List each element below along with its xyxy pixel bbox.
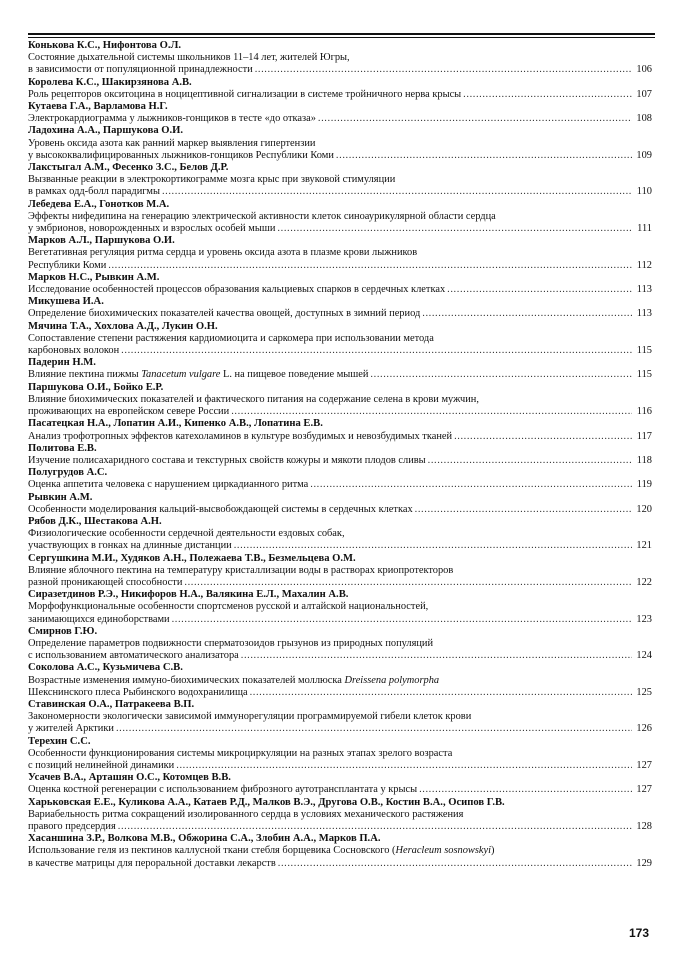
entry-page-number: 109	[636, 149, 652, 161]
entry-authors: Пасатецкая Н.А., Лопатин А.И., Кипенко А.В., Лопатина Е.В.	[28, 418, 323, 430]
entry-title-line: Закономерности экологически зависимой иммунорегуляции программируемой гибели клеток крови	[28, 711, 472, 723]
toc-entry	[28, 357, 652, 381]
entry-title-text: Оценка аппетита человека с нарушением циркадианного ритма	[28, 479, 309, 491]
entry-page-number: 111	[637, 223, 652, 235]
title-part: Влияние пектина пижмы	[28, 369, 142, 381]
leader-dots	[231, 406, 632, 418]
entry-authors: Королева К.С., Шакирзянова А.В.	[28, 76, 192, 88]
entry-page-number: 122	[636, 576, 652, 588]
toc-entry	[28, 772, 652, 796]
entry-title-line	[28, 675, 652, 687]
table-of-contents	[28, 40, 652, 870]
leader-dots	[422, 308, 632, 320]
entry-title-text: Особенности моделирования кальций-высвобождающей системы в сердечных клетках	[28, 503, 413, 515]
leader-dots	[277, 223, 632, 235]
toc-entry	[28, 492, 652, 516]
leader-dots	[172, 614, 632, 626]
toc-entry	[28, 162, 652, 199]
entry-title-last-line	[28, 723, 652, 735]
toc-entry	[28, 467, 652, 491]
entry-title-last-line	[28, 260, 652, 272]
entry-authors: Полугрудов А.С.	[28, 467, 108, 479]
entry-page-number: 110	[636, 186, 652, 198]
entry-title-last-line	[28, 406, 652, 418]
entry-title-text: Республики Коми	[28, 259, 107, 271]
entry-title-line: Эффекты нифедипина на генерацию электрической активности клеток синоаурикулярной области сердца	[28, 210, 496, 222]
entry-authors: Мячина Т.А., Хохлова А.Д., Лукин О.Н.	[28, 320, 218, 332]
entry-page-number: 118	[636, 454, 652, 466]
leader-dots	[255, 64, 632, 76]
entry-page-number: 106	[636, 64, 652, 76]
title-part: )	[491, 845, 495, 857]
entry-title-last-line	[28, 614, 652, 626]
entry-page-number: 116	[636, 406, 652, 418]
entry-title-line: Влияние яблочного пектина на температуру кристаллизации воды в растворах криопротекторов	[28, 564, 454, 576]
entry-authors: Паршукова О.И., Бойко Е.Р.	[28, 381, 164, 393]
leader-dots	[419, 784, 632, 796]
entry-authors: Политова Е.В.	[28, 442, 97, 454]
leader-dots	[108, 260, 632, 272]
entry-title-last-line	[28, 504, 652, 516]
toc-entry	[28, 626, 652, 663]
entry-title-text: у жителей Арктики	[28, 723, 114, 735]
leader-dots	[454, 431, 632, 443]
entry-page-number: 117	[636, 430, 652, 442]
entry-title-last-line	[28, 858, 652, 870]
entry-title-line	[28, 845, 652, 857]
entry-authors: Рывкин А.М.	[28, 491, 93, 503]
entry-page-number: 107	[636, 88, 652, 100]
entry-authors: Лебедева Е.А., Гонотков М.А.	[28, 198, 170, 210]
entry-page-number: 121	[636, 540, 652, 552]
entry-title-text: Оценка костной регенерации с использованием фиброзного аутотрансплантата у крысы	[28, 784, 418, 796]
leader-dots	[318, 113, 632, 125]
toc-entry	[28, 833, 652, 870]
leader-dots	[118, 821, 632, 833]
entry-title-text: участвующих в гонках на длинные дистанции	[28, 540, 232, 552]
entry-authors: Рябов Д.К., Шестакова А.Н.	[28, 515, 162, 527]
entry-title-last-line	[28, 64, 652, 76]
leader-dots	[116, 723, 632, 735]
entry-title-last-line	[28, 89, 652, 101]
toc-entry	[28, 418, 652, 442]
entry-title-last-line	[28, 577, 652, 589]
entry-title-text: с позиций нелинейной динамики	[28, 759, 175, 771]
entry-authors: Усачев В.А., Арташян О.С., Котомцев В.В.	[28, 772, 231, 784]
entry-authors: Конькова К.С., Нифонтова О.Л.	[28, 40, 182, 51]
species-name: Dreissena polymorpha	[344, 674, 440, 686]
entry-title-last-line	[28, 821, 652, 833]
entry-page-number: 108	[636, 113, 652, 125]
entry-title-text: Электрокардиограмма у лыжников-гонщиков в тесте «до отказа»	[28, 113, 316, 125]
leader-dots	[241, 650, 632, 662]
entry-title-last-line	[28, 284, 652, 296]
toc-entry	[28, 101, 652, 125]
toc-entry	[28, 40, 652, 77]
entry-title-text: Определение биохимических показателей качества овощей, доступных в зимний период	[28, 308, 421, 320]
entry-title-last-line	[28, 455, 652, 467]
toc-entry	[28, 699, 652, 736]
toc-entry	[28, 125, 652, 162]
entry-authors: Ставинская О.А., Патракеева В.П.	[28, 698, 195, 710]
entry-title-line: Уровень оксида азота как ранний маркер выявления гипертензии	[28, 137, 316, 149]
leader-dots	[428, 455, 632, 467]
entry-title-line: Физиологические особенности сердечной деятельности ездовых собак,	[28, 528, 345, 540]
toc-entry	[28, 321, 652, 358]
entry-page-number: 112	[636, 259, 652, 271]
entry-title-line: Морфофункциональные особенности спортсменов русской и алтайской национальностей,	[28, 601, 429, 613]
entry-title-last-line	[28, 784, 652, 796]
entry-title-text	[28, 369, 368, 381]
entry-title-last-line	[28, 687, 652, 699]
leader-dots	[415, 504, 632, 516]
toc-entry	[28, 272, 652, 296]
entry-title-last-line	[28, 345, 652, 357]
entry-page-number: 123	[636, 613, 652, 625]
entry-page-number: 115	[636, 369, 652, 381]
entry-authors: Сергушкина М.И., Худяков А.Н., Полежаева Т.В., Безмельцева О.М.	[28, 552, 356, 564]
entry-title-text: Роль рецепторов окситоцина в ноцицептивной сигнализации в системе тройничного нерва крысы	[28, 88, 462, 100]
entry-title-text: Изучение полисахаридного состава и текстурных свойств кожуры и мякоти плодов сливы	[28, 454, 426, 466]
entry-title-text: в рамках одд-болл парадигмы	[28, 186, 160, 198]
entry-authors: Ладохина А.А., Паршукова О.И.	[28, 125, 184, 137]
entry-page-number: 129	[636, 857, 652, 869]
leader-dots	[278, 858, 632, 870]
entry-authors: Кутаева Г.А., Варламова Н.Г.	[28, 101, 168, 113]
entry-page-number: 113	[636, 284, 652, 296]
toc-entry	[28, 296, 652, 320]
entry-authors: Падерин Н.М.	[28, 357, 96, 369]
entry-title-text: у высококвалифицированных лыжников-гонщиков Республики Коми	[28, 149, 334, 161]
entry-page-number: 124	[636, 650, 652, 662]
leader-dots	[176, 760, 632, 772]
toc-entry	[28, 736, 652, 773]
entry-title-last-line	[28, 113, 652, 125]
toc-entry	[28, 77, 652, 101]
entry-title-text: занимающихся единоборствами	[28, 613, 170, 625]
leader-dots	[162, 186, 632, 198]
entry-title-line: Вызванные реакции в электрокортикограмме мозга крыс при звуковой стимуляции	[28, 174, 396, 186]
toc-entry	[28, 589, 652, 626]
entry-title-text: Анализ трофотропных эффектов катехоламинов в культуре возбудимых и невозбудимых тканей	[28, 430, 453, 442]
entry-authors: Соколова А.С., Кузьмичева С.В.	[28, 662, 183, 674]
entry-page-number: 120	[636, 503, 652, 515]
entry-authors: Терехин С.С.	[28, 735, 91, 747]
entry-authors: Смирнов Г.Ю.	[28, 625, 98, 637]
title-part: Возрастные изменения иммуно-биохимических показателей моллюска	[28, 674, 345, 686]
leader-dots	[184, 577, 632, 589]
entry-authors: Лакстыгал А.М., Фесенко З.С., Белов Д.Р.	[28, 162, 229, 174]
entry-authors: Микушева И.А.	[28, 296, 104, 308]
entry-authors: Марков Н.С., Рывкин А.М.	[28, 271, 160, 283]
entry-authors: Сиразетдинов Р.Э., Никифоров Н.А., Валякина Е.Л., Махалин А.В.	[28, 589, 349, 601]
toc-entry	[28, 199, 652, 236]
title-part: L. на пищевое поведение мышей	[220, 369, 369, 381]
entry-title-line: Состояние дыхательной системы школьников 11–14 лет, жителей Югры,	[28, 52, 350, 64]
entry-title-last-line	[28, 760, 652, 772]
entry-page-number: 119	[636, 479, 652, 491]
toc-entry	[28, 662, 652, 699]
entry-title-text: проживающих на европейском севере России	[28, 406, 230, 418]
entry-title-last-line	[28, 223, 652, 235]
entry-page-number: 128	[636, 821, 652, 832]
entry-title-last-line	[28, 186, 652, 198]
entry-page-number: 125	[636, 686, 652, 698]
entry-page-number: 115	[636, 345, 652, 357]
entry-title-line: Сопоставление степени растяжения кардиомиоцита и саркомера при использовании метода	[28, 332, 434, 344]
leader-dots	[447, 284, 632, 296]
leader-dots	[336, 150, 632, 162]
header-rule-thin	[28, 37, 655, 38]
species-name: Tanacetum vulgare	[141, 369, 221, 381]
entry-title-line: Влияние биохимических показателей и фактического питания на содержание селена в крови мужчин,	[28, 393, 479, 405]
entry-title-last-line	[28, 431, 652, 443]
toc-entry	[28, 797, 652, 834]
toc-entry	[28, 235, 652, 272]
leader-dots	[250, 687, 632, 699]
toc-entry	[28, 443, 652, 467]
leader-dots	[370, 369, 632, 381]
entry-title-last-line	[28, 540, 652, 552]
entry-title-last-line	[28, 369, 652, 381]
entry-title-line: Особенности функционирования системы микроциркуляции на разных этапах зрелого возраста	[28, 747, 453, 759]
entry-title-text: Исследование особенностей процессов образования кальциевых спарков в сердечных клетках	[28, 284, 446, 296]
entry-title-text: с использованием автоматического анализатора	[28, 650, 239, 662]
entry-authors: Марков А.Л., Паршукова О.И.	[28, 235, 175, 247]
entry-title-text: у эмбрионов, новорожденных и взрослых особей мыши	[28, 223, 276, 235]
entry-authors: Харьковская Е.Е., Куликова А.А., Катаев Р.Д., Малков В.Э., Другова О.В., Костин В.А., Осипов Г.В.	[28, 796, 505, 808]
entry-title-text: Шекснинского плеса Рыбинского водохранилища	[28, 686, 248, 698]
entry-title-text: в зависимости от популяционной принадлежности	[28, 64, 253, 76]
leader-dots	[234, 540, 632, 552]
entry-page-number: 127	[636, 784, 652, 796]
page-number: 173	[628, 926, 649, 940]
leader-dots	[121, 345, 632, 357]
entry-page-number: 113	[636, 308, 652, 320]
entry-title-line: Вегетативная регуляция ритма сердца и уровень оксида азота в плазме крови лыжников	[28, 247, 418, 259]
entry-title-last-line	[28, 479, 652, 491]
entry-title-text: разной проникающей способности	[28, 576, 183, 588]
entry-page-number: 126	[636, 723, 652, 735]
entry-title-line: Вариабельность ритма сокращений изолированного сердца в условиях механического растяжения	[28, 808, 464, 820]
title-part: Использование геля из пектинов каллусной ткани стебля борщевика Сосновского (	[28, 845, 396, 857]
toc-entry	[28, 516, 652, 553]
entry-title-text: правого предсердия	[28, 821, 116, 832]
toc-entry	[28, 382, 652, 419]
entry-page-number: 127	[636, 759, 652, 771]
entry-title-last-line	[28, 150, 652, 162]
toc-entry	[28, 553, 652, 590]
entry-title-last-line	[28, 308, 652, 320]
entry-title-line: Определение параметров подвижности сперматозоидов грызунов из природных популяций	[28, 637, 434, 649]
species-name: Heracleum sosnowskyi	[395, 845, 491, 857]
entry-title-last-line	[28, 650, 652, 662]
leader-dots	[463, 89, 632, 101]
entry-authors: Хасаншина З.Р., Волкова М.В., Обжорина С.А., Злобин А.А., Марков П.А.	[28, 833, 381, 845]
leader-dots	[310, 479, 632, 491]
entry-title-text: в качестве матрицы для пероральной доставки лекарств	[28, 857, 276, 869]
header-rule	[28, 33, 655, 35]
entry-title-text: карбоновых волокон	[28, 345, 120, 357]
